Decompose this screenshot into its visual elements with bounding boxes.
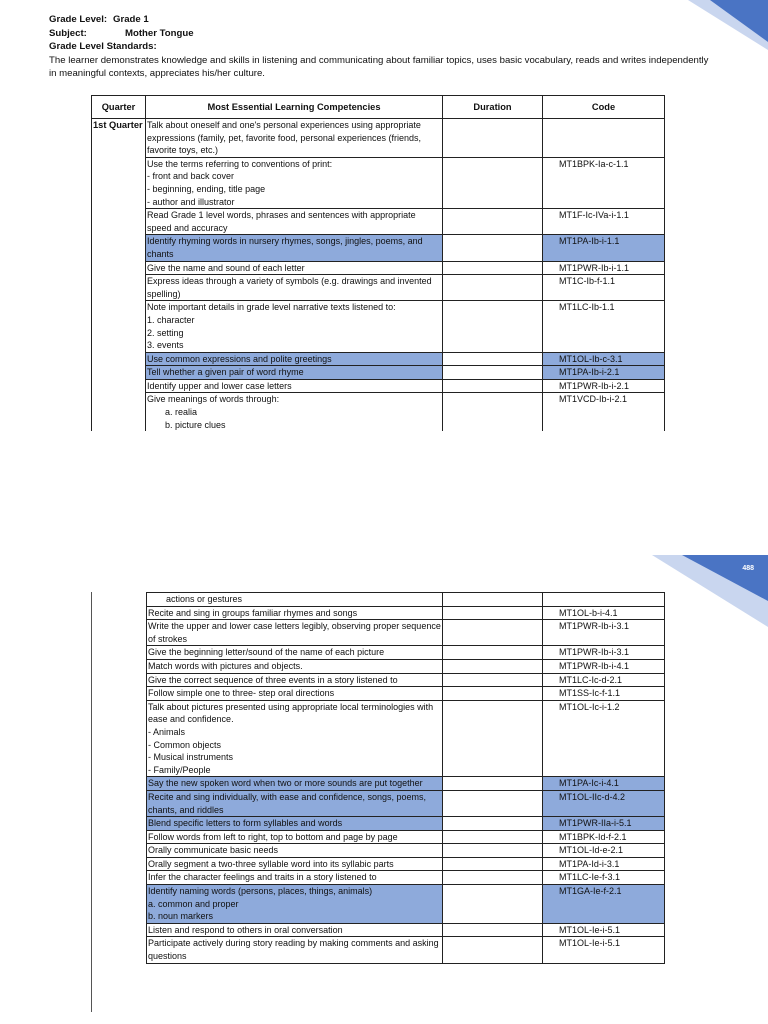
code-cell: MT1PWR-Ib-i-1.1 — [543, 261, 665, 275]
code-cell: MT1BPK-Ia-c-1.1 — [543, 157, 665, 208]
table-row — [92, 366, 665, 380]
duration-cell — [443, 379, 543, 393]
competency-text: Orally segment a two-three syllable word into its syllabic parts — [148, 858, 394, 869]
code-cell: MT1PWR-Ib-i-3.1 — [543, 620, 665, 646]
competency-text: Give the beginning letter/sound of the name of each picture — [148, 647, 385, 658]
duration-cell — [443, 830, 543, 844]
competency-text: Give meanings of words through: — [147, 394, 280, 405]
code-cell: MT1GA-Ie-f-2.1 — [543, 885, 665, 924]
competencies-table-page1 — [91, 95, 665, 431]
grade-level-label: Grade Level: — [49, 14, 108, 25]
competency-text: Recite and sing in groups familiar rhymes and songs — [148, 607, 358, 618]
code-cell: MT1OL-IIc-d-4.2 — [543, 790, 665, 816]
quarter-cell — [92, 119, 146, 432]
competency-cell — [146, 379, 443, 393]
competency-subitem: a. realia — [165, 407, 198, 418]
competency-text: Blend specific letters to form syllables and words — [148, 818, 343, 829]
competency-text: Use common expressions and polite greetings — [147, 353, 332, 364]
competency-cell — [147, 687, 443, 701]
code-cell: MT1PA-Ib-i-1.1 — [543, 235, 665, 261]
competency-text: Identify rhyming words in nursery rhymes, songs, jingles, poems, and chants — [147, 236, 423, 259]
code-cell: MT1PWR-IIa-i-5.1 — [543, 817, 665, 831]
competency-text: Give the correct sequence of three events in a story listened to — [148, 674, 398, 685]
competency-cell — [147, 606, 443, 620]
competency-subitem: b. picture clues — [165, 419, 226, 430]
competency-subitem: - front and back cover — [147, 171, 235, 182]
competency-text: Identify upper and lower case letters — [147, 380, 292, 391]
duration-cell — [443, 261, 543, 275]
code-cell: MT1LC-Ib-1.1 — [543, 301, 665, 352]
code-cell: MT1PWR-Ib-i-2.1 — [543, 379, 665, 393]
table-row — [92, 119, 665, 158]
duration-cell — [443, 857, 543, 871]
table-row — [147, 790, 665, 816]
competency-subitem: - Animals — [148, 726, 186, 737]
competency-cell — [147, 857, 443, 871]
table-row — [147, 885, 665, 924]
competency-cell — [146, 209, 443, 235]
duration-cell — [443, 366, 543, 380]
competency-subitem: 1. character — [147, 314, 195, 325]
duration-cell — [443, 659, 543, 673]
header-competencies: Most Essential Learning Competencies — [146, 96, 443, 119]
document-header — [49, 13, 709, 81]
table-row — [92, 393, 665, 431]
competency-cell — [147, 871, 443, 885]
table-header-row — [92, 96, 665, 119]
competency-cell — [146, 301, 443, 352]
code-cell: MT1PA-Id-i-3.1 — [543, 857, 665, 871]
competency-subitem: - beginning, ending, title page — [147, 183, 266, 194]
competency-cell — [147, 790, 443, 816]
competency-cell — [147, 659, 443, 673]
competency-text: Talk about pictures presented using appropriate local terminologies with ease and confidence. — [148, 701, 434, 725]
subject-value: Mother Tongue — [125, 27, 194, 39]
competency-cell — [146, 157, 443, 208]
code-cell: MT1OL-Ic-i-1.2 — [543, 700, 665, 777]
subject-label: Subject: — [49, 27, 87, 39]
duration-cell — [443, 777, 543, 791]
competency-text: Participate actively during story reading by making comments and asking questions — [148, 938, 439, 962]
competency-cell — [147, 885, 443, 924]
competency-text: Write the upper and lower case letters legibly, observing proper sequence of strokes — [148, 621, 441, 644]
table-row — [92, 261, 665, 275]
code-cell — [543, 593, 665, 607]
duration-cell — [443, 606, 543, 620]
competency-cell — [147, 620, 443, 646]
code-cell: MT1OL-Ie-i-5.1 — [543, 923, 665, 937]
standards-text: The learner demonstrates knowledge and skills in listening and communicating about familiar topics, uses basic vocabulary, reads and writes independently in meaningful contexts, appreciates his/her culture. — [49, 54, 709, 79]
table-row — [147, 620, 665, 646]
competency-cell — [147, 937, 443, 963]
competency-text: Note important details in grade level narrative texts listened to: — [147, 302, 396, 313]
code-cell: MT1F-Ic-IVa-i-1.1 — [543, 209, 665, 235]
competency-cell — [147, 700, 443, 777]
competency-text: Tell whether a given pair of word rhyme — [147, 367, 304, 378]
competency-text: Identify naming words (persons, places, things, animals) — [148, 886, 373, 897]
table-row — [92, 352, 665, 366]
competency-subitem: - author and illustrator — [147, 196, 235, 207]
code-cell: MT1PWR-Ib-i-3.1 — [543, 646, 665, 660]
competency-cell — [147, 593, 443, 607]
duration-cell — [443, 871, 543, 885]
competency-subitem: 3. events — [147, 340, 184, 351]
competency-text: Listen and respond to others in oral conversation — [148, 924, 343, 935]
code-cell — [543, 119, 665, 158]
table-row — [147, 777, 665, 791]
grade-level-value: Grade 1 — [113, 14, 149, 25]
code-cell: MT1VCD-Ib-i-2.1 — [543, 393, 665, 431]
competency-cell — [147, 923, 443, 937]
table-row — [147, 593, 665, 607]
competency-cell — [146, 275, 443, 301]
competency-text: Use the terms referring to conventions of print: — [147, 158, 333, 169]
table-row — [147, 817, 665, 831]
competency-cell — [147, 646, 443, 660]
quarter-label: 1st Quarter — [93, 120, 143, 130]
competency-cell — [146, 235, 443, 261]
competency-subitem: a. common and proper — [148, 898, 239, 909]
code-cell: MT1LC-Ic-d-2.1 — [543, 673, 665, 687]
competency-text: Read Grade 1 level words, phrases and sentences with appropriate speed and accuracy — [147, 210, 416, 233]
duration-cell — [443, 937, 543, 963]
competency-subitem: - Common objects — [148, 739, 222, 750]
page-number: 488 — [742, 565, 754, 572]
competency-subitem: b. noun markers — [148, 911, 214, 922]
table-row — [147, 687, 665, 701]
duration-cell — [443, 687, 543, 701]
code-cell: MT1OL-Ie-i-5.1 — [543, 937, 665, 963]
competency-cell — [146, 352, 443, 366]
competency-text: Orally communicate basic needs — [148, 845, 279, 856]
table-row — [147, 923, 665, 937]
table-row — [92, 301, 665, 352]
competency-text: Say the new spoken word when two or more sounds are put together — [148, 778, 423, 789]
competency-cell — [146, 393, 443, 431]
table-row — [92, 157, 665, 208]
competency-subitem: - Musical instruments — [148, 752, 234, 763]
competency-text: Follow simple one to three- step oral directions — [148, 688, 335, 699]
duration-cell — [443, 700, 543, 777]
table-row — [147, 830, 665, 844]
duration-cell — [443, 817, 543, 831]
table-row — [147, 659, 665, 673]
competency-continued: actions or gestures — [166, 594, 243, 604]
competency-cell — [147, 817, 443, 831]
competency-cell — [147, 830, 443, 844]
competency-text: Talk about oneself and one's personal experiences using appropriate expressions (family, pet, favorite food, personal experiences (friends, favorite toys, etc.) — [147, 120, 421, 156]
table-row — [147, 871, 665, 885]
duration-cell — [443, 209, 543, 235]
quarter-column-border — [91, 592, 92, 1012]
table-row — [147, 606, 665, 620]
competency-cell — [146, 119, 443, 158]
competency-text: Recite and sing individually, with ease and confidence, songs, poems, chants, and riddles — [148, 791, 426, 815]
header-duration: Duration — [443, 96, 543, 119]
duration-cell — [443, 885, 543, 924]
duration-cell — [443, 790, 543, 816]
competency-subitem: 2. setting — [147, 327, 184, 338]
duration-cell — [443, 593, 543, 607]
duration-cell — [443, 646, 543, 660]
competency-text: Infer the character feelings and traits in a story listened to — [148, 872, 377, 883]
competencies-table-page2 — [146, 592, 665, 964]
standards-label: Grade Level Standards: — [49, 41, 157, 52]
code-cell: MT1LC-Ie-f-3.1 — [543, 871, 665, 885]
table-row — [147, 937, 665, 963]
table-row — [147, 646, 665, 660]
competency-text: Match words with pictures and objects. — [148, 660, 303, 671]
duration-cell — [443, 275, 543, 301]
table-row — [92, 235, 665, 261]
header-code: Code — [543, 96, 665, 119]
code-cell: MT1BPK-Id-f-2.1 — [543, 830, 665, 844]
code-cell: MT1SS-Ic-f-1.1 — [543, 687, 665, 701]
competency-text: Follow words from left to right, top to bottom and page by page — [148, 831, 398, 842]
duration-cell — [443, 620, 543, 646]
competency-text: Express ideas through a variety of symbols (e.g. drawings and invented spelling) — [147, 276, 432, 299]
competency-cell — [147, 673, 443, 687]
duration-cell — [443, 157, 543, 208]
competency-cell — [147, 844, 443, 858]
duration-cell — [443, 673, 543, 687]
code-cell: MT1OL-b-i-4.1 — [543, 606, 665, 620]
table-row — [147, 700, 665, 777]
table-row — [92, 379, 665, 393]
competency-cell — [146, 366, 443, 380]
header-quarter: Quarter — [92, 96, 146, 119]
code-cell: MT1OL-Id-e-2.1 — [543, 844, 665, 858]
table-row — [92, 209, 665, 235]
code-cell: MT1OL-Ib-c-3.1 — [543, 352, 665, 366]
duration-cell — [443, 844, 543, 858]
table-row — [147, 857, 665, 871]
code-cell: MT1C-Ib-f-1.1 — [543, 275, 665, 301]
duration-cell — [443, 393, 543, 431]
table-row — [92, 275, 665, 301]
competency-cell — [146, 261, 443, 275]
duration-cell — [443, 352, 543, 366]
duration-cell — [443, 235, 543, 261]
table-row — [147, 844, 665, 858]
table-row — [147, 673, 665, 687]
duration-cell — [443, 923, 543, 937]
duration-cell — [443, 119, 543, 158]
competency-cell — [147, 777, 443, 791]
competency-text: Give the name and sound of each letter — [147, 262, 305, 273]
code-cell: MT1PA-Ic-i-4.1 — [543, 777, 665, 791]
duration-cell — [443, 301, 543, 352]
code-cell: MT1PWR-Ib-i-4.1 — [543, 659, 665, 673]
code-cell: MT1PA-Ib-i-2.1 — [543, 366, 665, 380]
competency-subitem: - Family/People — [148, 764, 211, 775]
